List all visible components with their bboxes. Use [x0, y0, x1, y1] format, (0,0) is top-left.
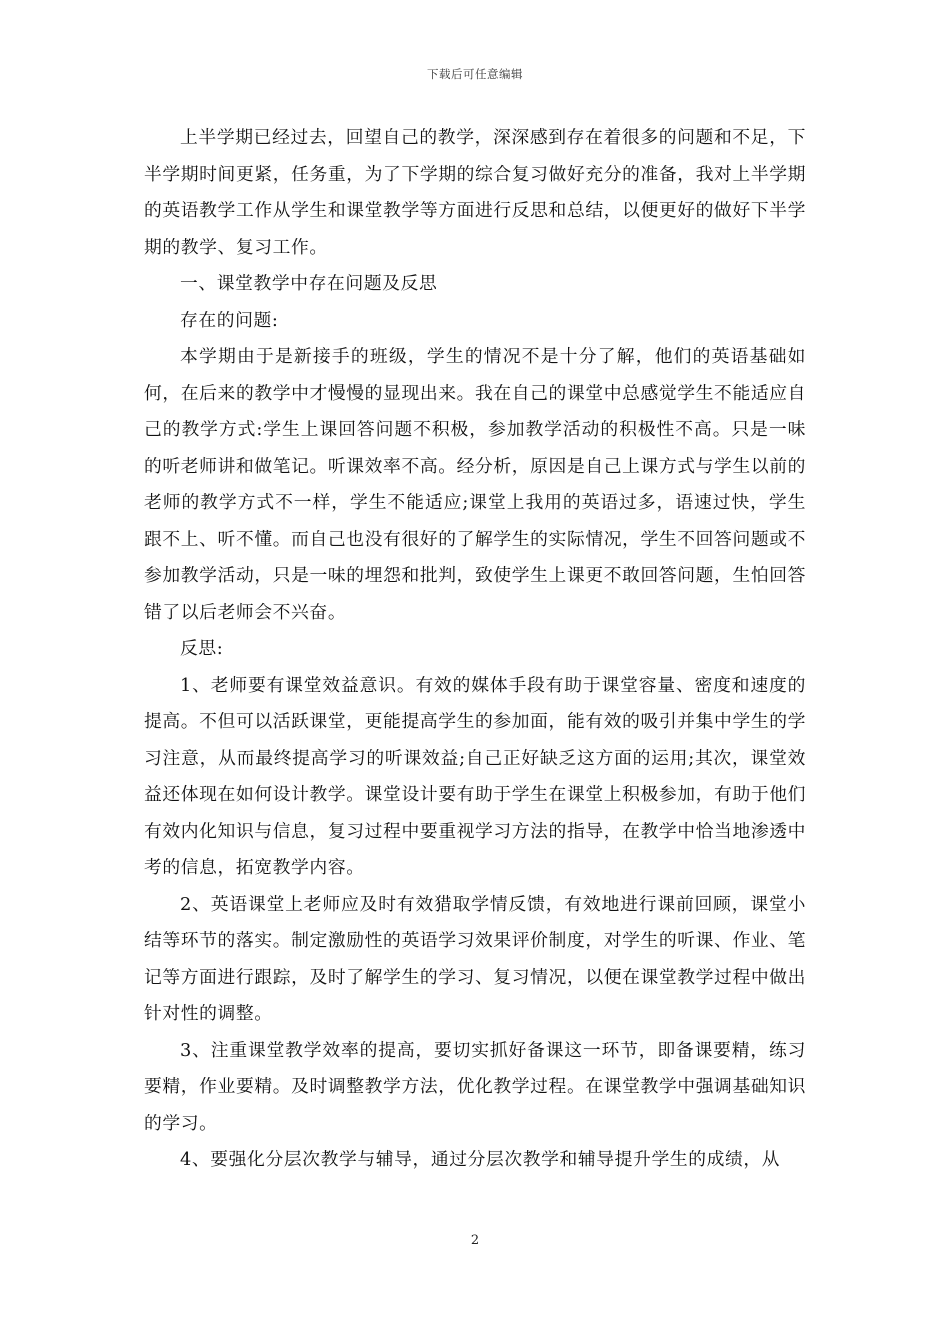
subheading-problems: 存在的问题:: [180, 309, 279, 331]
document-body: [144, 120, 806, 1179]
paragraph-reflection-4: 4、要强化分层次教学与辅导，通过分层次教学和辅导提升学生的成绩，从: [180, 1149, 781, 1170]
paragraph-reflection-3: 3、注重课堂教学效率的提高，要切实抓好备课这一环节，即备课要精，练习要精，作业要精。及时调整教学方法，优化教学过程。在课堂教学中强调基础知识的学习。: [144, 1039, 806, 1134]
subheading-reflection: 反思:: [180, 638, 224, 659]
paragraph-intro: 上半学期已经过去，回望自己的教学，深深感到存在着很多的问题和不足，下半学期时间更紧，任务重，为了下学期的综合复习做好充分的准备，我对上半学期的英语教学工作从学生和课堂教学等方面进行反思和总结，以便更好的做好下半学期的教学、复习工作。: [144, 127, 806, 258]
header-note: 下载后可任意编辑: [427, 67, 523, 81]
paragraph-problems: 本学期由于是新接手的班级，学生的情况不是十分了解，他们的英语基础如何，在后来的教学中才慢慢的显现出来。我在自己的课堂中总感觉学生不能适应自己的教学方式:学生上课回答问题不积极，参加教学活动的积极性不高。只是一味的听老师讲和做笔记。听课效率不高。经分析，原因是自己上课方式与学生以前的老师的教学方式不一样，学生不能适应;课堂上我用的英语过多，语速过快，学生跟不上、听不懂。而自己也没有很好的了解学生的实际情况，学生不回答问题或不参加教学活动，只是一味的埋怨和批判，致使学生上课更不敢回答问题，生怕回答错了以后老师会不兴奋。: [144, 346, 806, 623]
paragraph-reflection-1: 1、老师要有课堂效益意识。有效的媒体手段有助于课堂容量、密度和速度的提高。不但可以活跃课堂，更能提高学生的参加面，能有效的吸引并集中学生的学习注意，从而最终提高学习的听课效益;自己正好缺乏这方面的运用;其次，课堂效益还体现在如何设计教学。课堂设计要有助于学生在课堂上积极参加，有助于他们有效内化知识与信息，复习过程中要重视学习方法的指导，在教学中恰当地渗透中考的信息，拓宽教学内容。: [144, 674, 806, 878]
paragraph-reflection-2: 2、英语课堂上老师应及时有效猎取学情反馈，有效地进行课前回顾，课堂小结等环节的落实。制定激励性的英语学习效果评价制度，对学生的听课、作业、笔记等方面进行跟踪，及时了解学生的学习、复习情况，以便在课堂教学过程中做出针对性的调整。: [144, 893, 806, 1024]
page-number: 2: [470, 1233, 480, 1248]
section-heading-1: 一、课堂教学中存在问题及反思: [180, 273, 438, 294]
